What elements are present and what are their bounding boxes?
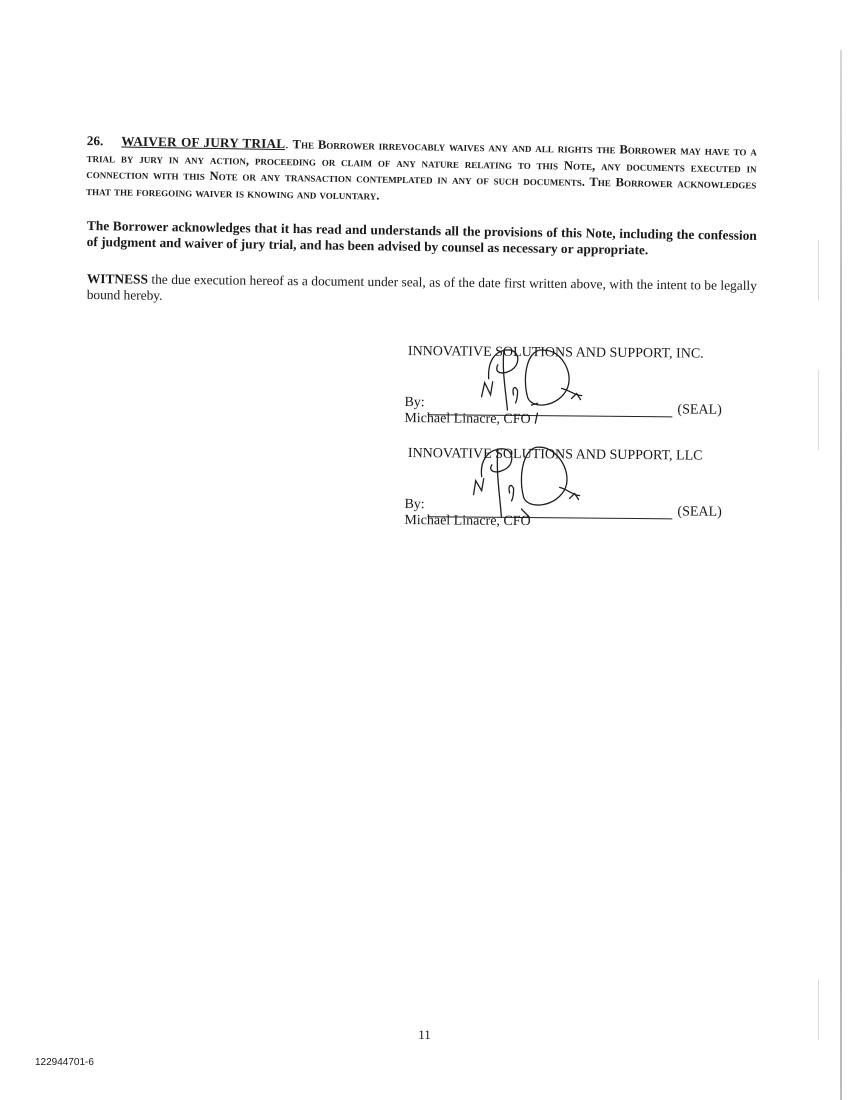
signer-name: Michael Linacre, CFO: [404, 513, 531, 530]
witness-text: the due execution hereof as a document under seal, as of the date first written above, with the intent to be legally bound hereby.: [86, 271, 757, 303]
scan-noise: [818, 240, 819, 300]
witness-lead: WITNESS: [86, 271, 149, 287]
company-name: INNOVATIVE SOLUTIONS AND SUPPORT, LLC: [407, 446, 703, 464]
section-26-paragraph: [86, 133, 757, 210]
company-name: INNOVATIVE SOLUTIONS AND SUPPORT, INC.: [407, 344, 704, 362]
section-heading: WAIVER OF JURY TRIAL: [121, 133, 286, 152]
acknowledgment-paragraph: The Borrower acknowledges that it has read and understands all the provisions of this Note, including the confession of judgment and waiver of jury trial, and has been advised by counsel as necessary or appropriate.: [86, 218, 757, 258]
witness-paragraph: [87, 271, 757, 310]
by-label: By:: [404, 395, 425, 411]
by-label: By:: [404, 497, 425, 513]
signature-block-llc: [402, 446, 732, 530]
seal-label: (SEAL): [677, 504, 722, 520]
seal-label: (SEAL): [677, 402, 722, 418]
section-body: The Borrower irrevocably waives any and all rights the Borrower may have to a trial by jury in any action, proceeding or claim of any nature relating to this Note, any documents executed in connection with this Note or any transaction contemplated in any of such documents. The Borrower acknowledges that the foregoing waiver is knowing and voluntary.: [85, 137, 757, 203]
section-number: 26.: [86, 133, 104, 149]
scan-noise: [818, 370, 819, 450]
page-number: 11: [418, 1027, 431, 1042]
signer-name: Michael Linacre, CFO: [404, 411, 531, 428]
scan-edge-line: [840, 50, 842, 1100]
signature-block-inc: [402, 344, 732, 428]
document-id: 122944701-6: [35, 1057, 94, 1068]
section-heading-period: .: [285, 136, 289, 152]
